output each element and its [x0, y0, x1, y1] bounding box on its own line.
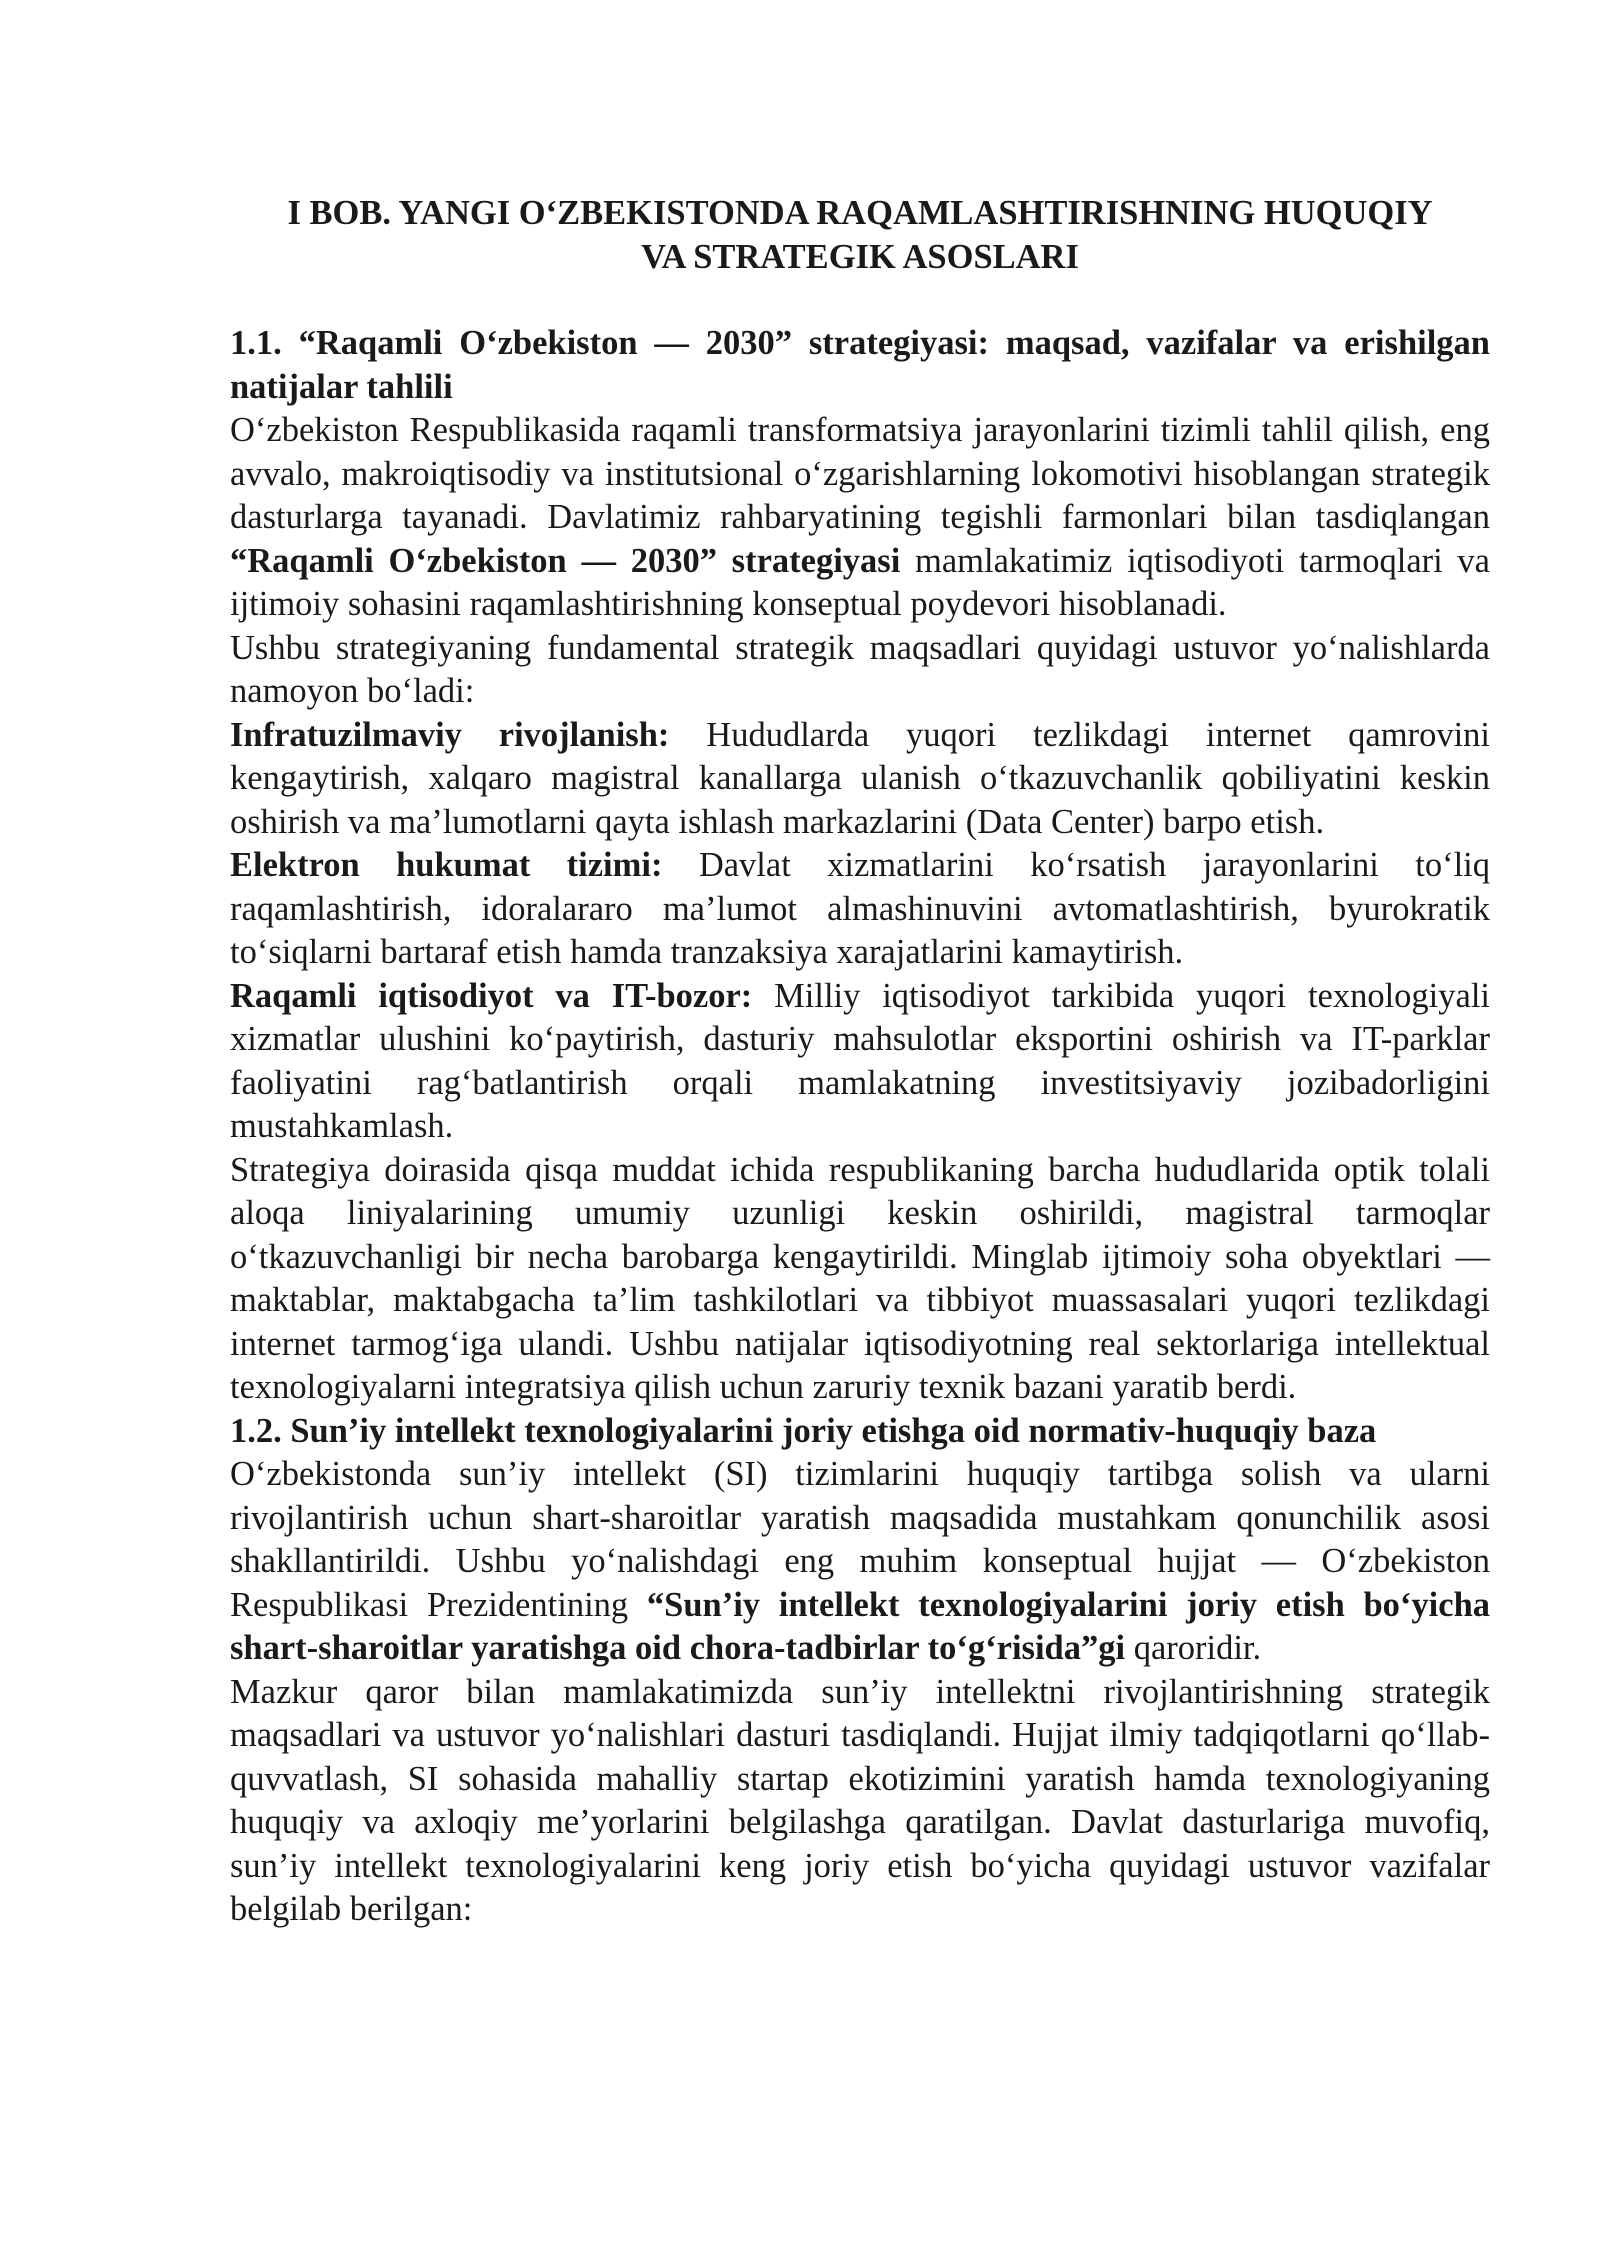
priority-item-text: Hududlarda yuqori tezlikdagi internet qamrovini kengaytirish, xalqaro magistral kanallarga ulanish o‘tkazuvchanlik qobiliyatini keskin oshirish va ma’lumotlarni qayta ishlash markazlarini (Data Center) barpo etish. [230, 715, 1490, 841]
section-1-2-paragraph-1 [230, 1453, 1490, 1671]
section-1-2-heading: 1.2. Sun’iy intellekt texnologiyalarini joriy etishga oid normativ-huquqiy baza [230, 1411, 1377, 1450]
document-page [230, 192, 1490, 1932]
priority-item-label: Elektron hukumat tizimi: [230, 846, 663, 884]
chapter-title-line-1: I BOB. YANGI O‘ZBEKISTONDA RAQAMLASHTIRISHNING HUQUQIY [287, 194, 1433, 232]
strategy-name-bold: “Raqamli O‘zbekiston — 2030” strategiyasi [230, 541, 901, 580]
priority-item-e-government [230, 844, 1490, 975]
decree-name-bold: “Sun’iy intellekt texnologiyalarini joriy etish bo‘yicha shart-sharoitlar yaratishga oid chora-tadbirlar to‘g‘risida”gi [230, 1585, 1491, 1667]
chapter-title [230, 192, 1490, 279]
paragraph-text: mamlakatimiz iqtisodiyoti tarmoqlari va ijtimoiy sohasini raqamlashtirishning konseptual poydevori hisoblanadi. [230, 541, 1490, 623]
paragraph-text: O‘zbekistonda sun’iy intellekt (SI) tizimlarini huquqiy tartibga solish va ularni rivojlantirish uchun shart-sharoitlar yaratish maqsadida mustahkam qonunchilik asosi shakllantirildi. Ushbu yo‘nalishdagi eng muhim konseptual hujjat — O‘zbekiston Respublikasi Prezidentining [230, 1455, 1490, 1624]
priority-item-digital-economy [230, 975, 1490, 1149]
priority-item-label: Infratuzilmaviy rivojlanish: [230, 715, 670, 754]
paragraph-text: qaroridir. [1125, 1629, 1262, 1667]
section-1-1-heading: 1.1. “Raqamli O‘zbekiston — 2030” strategiyasi: maqsad, vazifalar va erishilgan natijalar tahlili [230, 324, 1490, 406]
section-1-2-paragraph-2: Mazkur qaror bilan mamlakatimizda sun’iy intellektni rivojlantirishning strategik maqsadlari va ustuvor yo‘nalishlari dasturi tasdiqlandi. Hujjat ilmiy tadqiqotlarni qo‘llab-quvvatlash, SI sohasida mahalliy startap ekotizimini yaratish hamda texnologiyaning huquqiy va axloqiy me’yorlarini belgilashga qaratilgan. Davlat dasturlariga muvofiq, sun’iy intellekt texnologiyalarini keng joriy etish bo‘yicha quyidagi ustuvor vazifalar belgilab berilgan: [230, 1672, 1490, 1928]
priority-item-infrastructure [230, 714, 1490, 845]
section-1-1-paragraph-1 [230, 409, 1490, 627]
paragraph-text: O‘zbekiston Respublikasida raqamli transformatsiya jarayonlarini tizimli tahlil qilish, eng avvalo, makroiqtisodiy va institutsional o‘zgarishlarning lokomotivi hisoblangan strategik dasturlarga tayanadi. Davlatimiz rahbaryatining tegishli farmonlari bilan tasdiqlangan [230, 411, 1490, 536]
priority-item-text: Milliy iqtisodiyot tarkibida yuqori texnologiyali xizmatlar ulushini ko‘paytirish, dasturiy mahsulotlar eksportini oshirish va IT-parklar faoliyatini rag‘batlantirish orqali mamlakatning investitsiyaviy jozibadorligini mustahkamlash. [230, 976, 1490, 1145]
section-1-1-paragraph-2: Ushbu strategiyaning fundamental strategik maqsadlari quyidagi ustuvor yo‘nalishlarda namoyon bo‘ladi: [230, 628, 1490, 710]
section-1-1-paragraph-3: Strategiya doirasida qisqa muddat ichida respublikaning barcha hududlarida optik tolali aloqa liniyalarining umumiy uzunligi keskin oshirildi, magistral tarmoqlar o‘tkazuvchanligi bir necha barobarga kengaytirildi. Minglab ijtimoiy soha obyektlari — maktablar, maktabgacha ta’lim tashkilotlari va tibbiyot muassasalari yuqori tezlikdagi internet tarmog‘iga ulandi. Ushbu natijalar iqtisodiyotning real sektorlariga intellektual texnologiyalarni integratsiya qilish uchun zaruriy texnik bazani yaratib berdi. [230, 1150, 1490, 1406]
priority-item-label: Raqamli iqtisodiyot va IT-bozor: [230, 976, 753, 1015]
priority-item-text: Davlat xizmatlarini ko‘rsatish jarayonlarini to‘liq raqamlashtirish, idoralararo ma’lumot almashinuvini avtomatlashtirish, byurokratik to‘siqlarni bartaraf etish hamda tranzaksiya xarajatlarini kamaytirish. [230, 846, 1490, 971]
chapter-title-line-2: VA STRATEGIK ASOSLARI [641, 237, 1079, 276]
